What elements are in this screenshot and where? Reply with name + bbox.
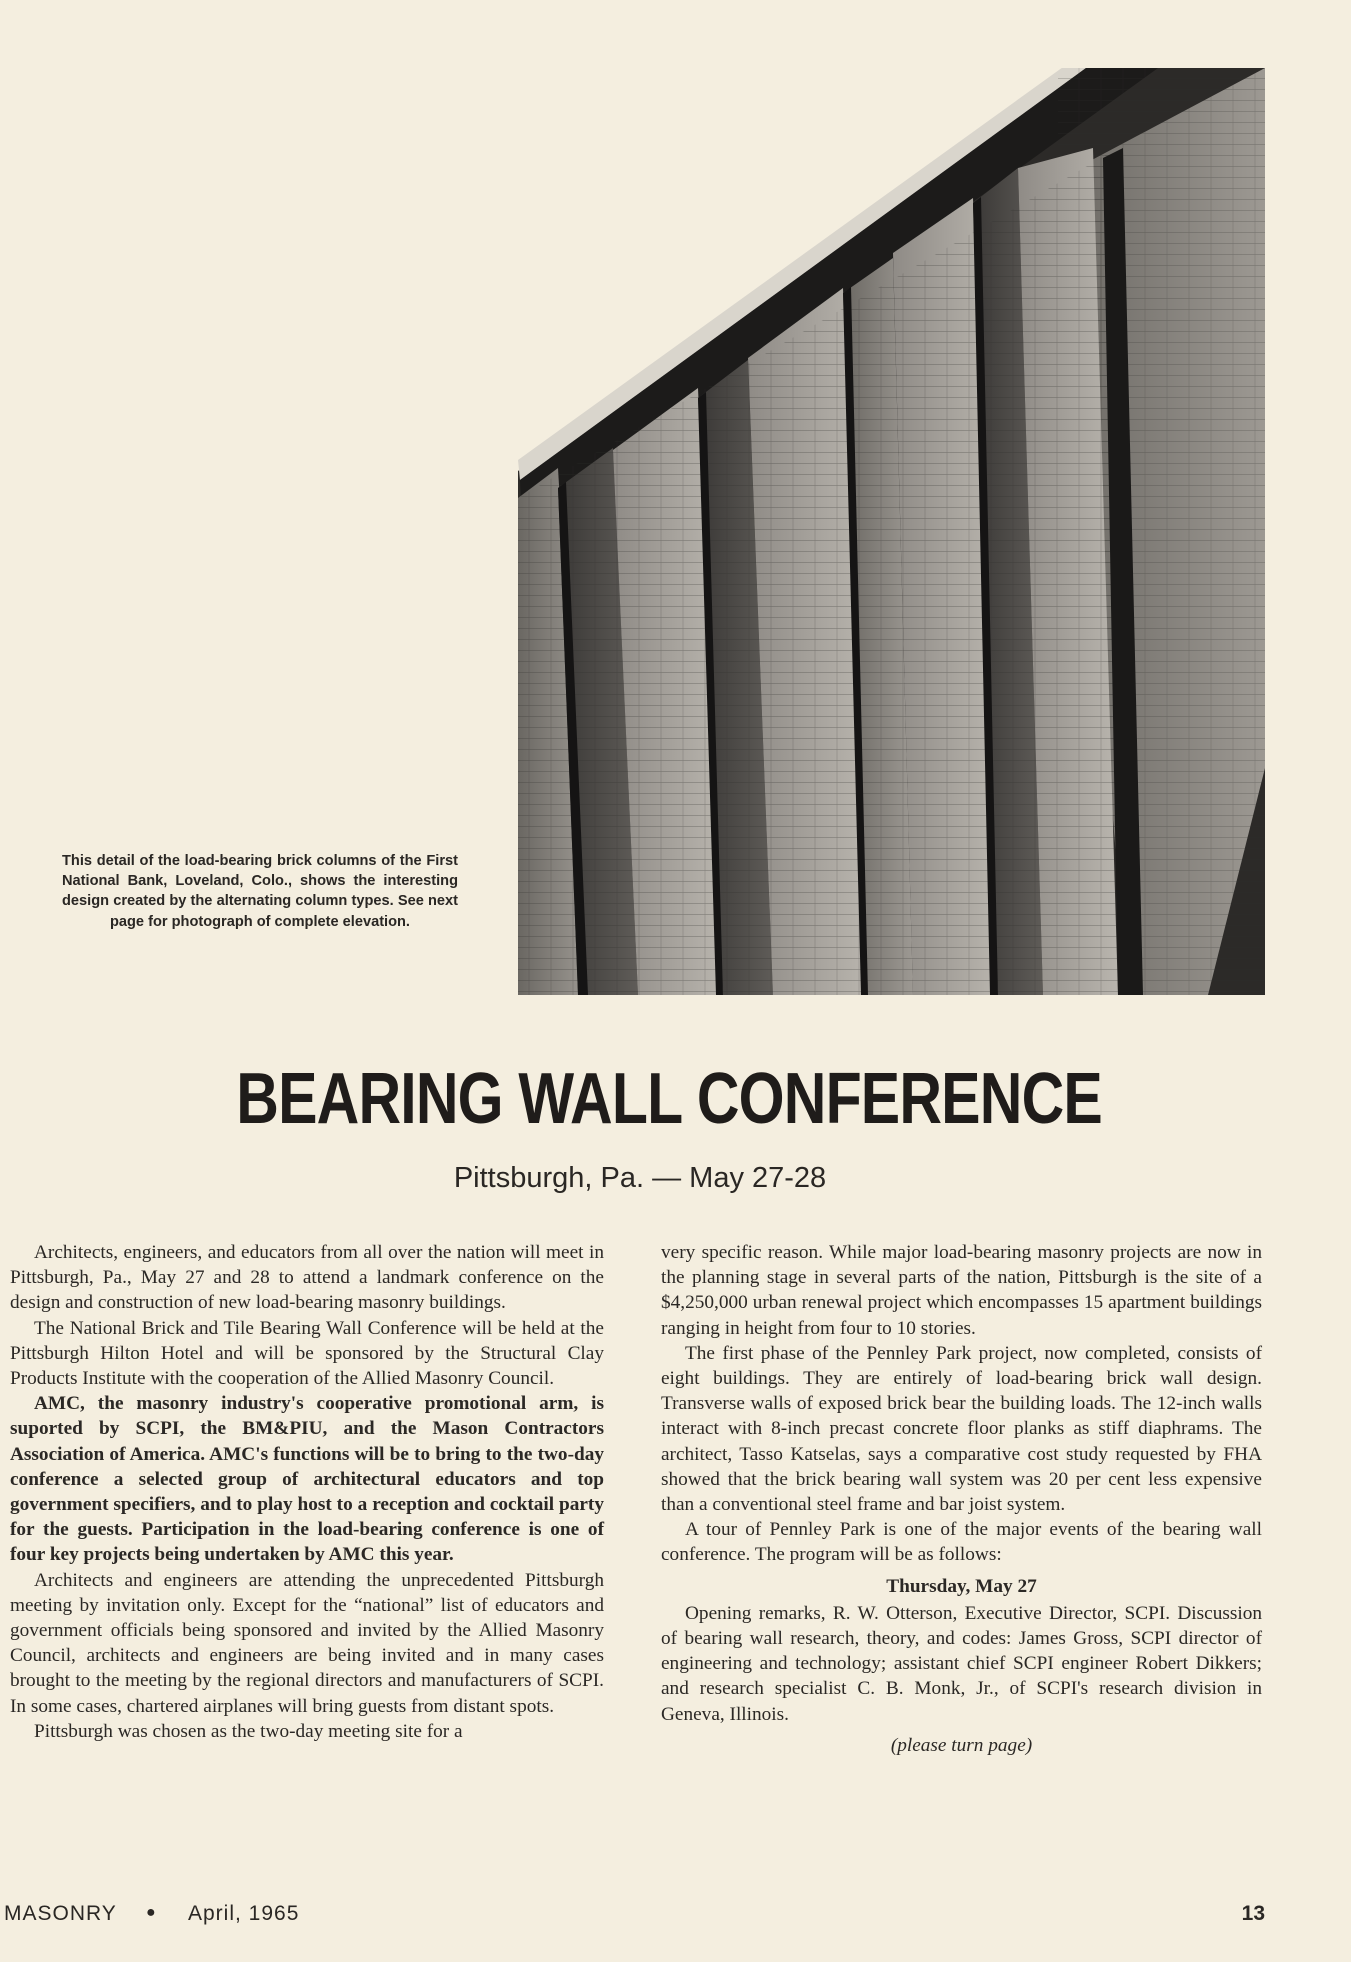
publication-name: MASONRY (4, 1902, 117, 1925)
program-day-heading: Thursday, May 27 (886, 1575, 1037, 1597)
page-footer (0, 1902, 1351, 1932)
paragraph-bold: AMC, the masonry industry's cooperative promotional arm, is suported by SCPI, the BM&PIU, and the Mason Contractors Association of America. AMC's functions will be to bring to the two-day conference a selected group of architectural educators and top government specifiers, and to play host to a reception and cocktail party for the guests. Participation in the load-bearing conference is one of four key projects being undertaken by AMC this year. (10, 1393, 604, 1566)
paragraph: very specific reason. While major load-bearing masonry projects are now in the planning stage in several parts of the nation, Pittsburgh is the site of a $4,250,000 urban renewal project which encompasses 15 apartment buildings ranging in height from four to 10 stories. (661, 1242, 1262, 1339)
bullet-separator: ● (146, 1904, 156, 1921)
paragraph: Architects, engineers, and educators from all over the nation will meet in Pittsburgh, Pa., May 27 and 28 to attend a landmark conference on the design and construction of new load-bearing masonry buildings. (10, 1242, 604, 1314)
continued-note: (please turn page) (890, 1734, 1033, 1756)
photo-caption: This detail of the load-bearing brick columns of the First National Bank, Loveland, Colo., shows the interesting design created by the alternating column types. See next page for photograph of complete elevation. (62, 853, 458, 930)
paragraph: Pittsburgh was chosen as the two-day meeting site for a (34, 1720, 463, 1742)
page-number: 13 (1241, 1902, 1265, 1925)
paragraph: Architects and engineers are attending the unprecedented Pittsburgh meeting by invitation only. Except for the “national” list of educators and government officials being sponsored and invited by the Allied Masonry Council, architects and engineers are being invited and in many cases brought to the meeting by the regional directors and manufacturers of SCPI. In some cases, chartered airplanes will bring guests from distant spots. (10, 1569, 604, 1717)
article-headline: BEARING WALL CONFERENCE (236, 1059, 1102, 1139)
paragraph: A tour of Pennley Park is one of the major events of the bearing wall conference. The program will be as follows: (661, 1519, 1262, 1566)
article-subhead: Pittsburgh, Pa. — May 27-28 (453, 1162, 827, 1194)
article-right-column (661, 1240, 1262, 1758)
paragraph: Opening remarks, R. W. Otterson, Executive Director, SCPI. Discussion of bearing wall research, theory, and codes: James Gross, SCPI director of engineering and technology; assistant chief SCPI engineer Robert Dikkers; and research specialist C. B. Monk, Jr., of SCPI's research division in Geneva, Illinois. (661, 1602, 1262, 1725)
issue-date: April, 1965 (188, 1902, 300, 1925)
paragraph: The National Brick and Tile Bearing Wall Conference will be held at the Pittsburgh Hilton Hotel and will be sponsored by the Structural Clay Products Institute with the cooperation of the Allied Masonry Council. (10, 1317, 604, 1390)
article-left-column (10, 1240, 604, 1744)
paragraph: The first phase of the Pennley Park project, now completed, consists of eight buildings. They are entirely of load-bearing brick wall design. Transverse walls of exposed brick bear the building loads. The 12-inch walls interact with 8-inch precast concrete floor planks as stiff diaphrams. The architect, Tasso Katselas, says a comparative cost study requested by FHA showed that the brick bearing wall system was 20 per cent less expensive than a conventional steel frame and bar joist system. (661, 1342, 1262, 1516)
brick-columns-photo (518, 68, 1265, 995)
